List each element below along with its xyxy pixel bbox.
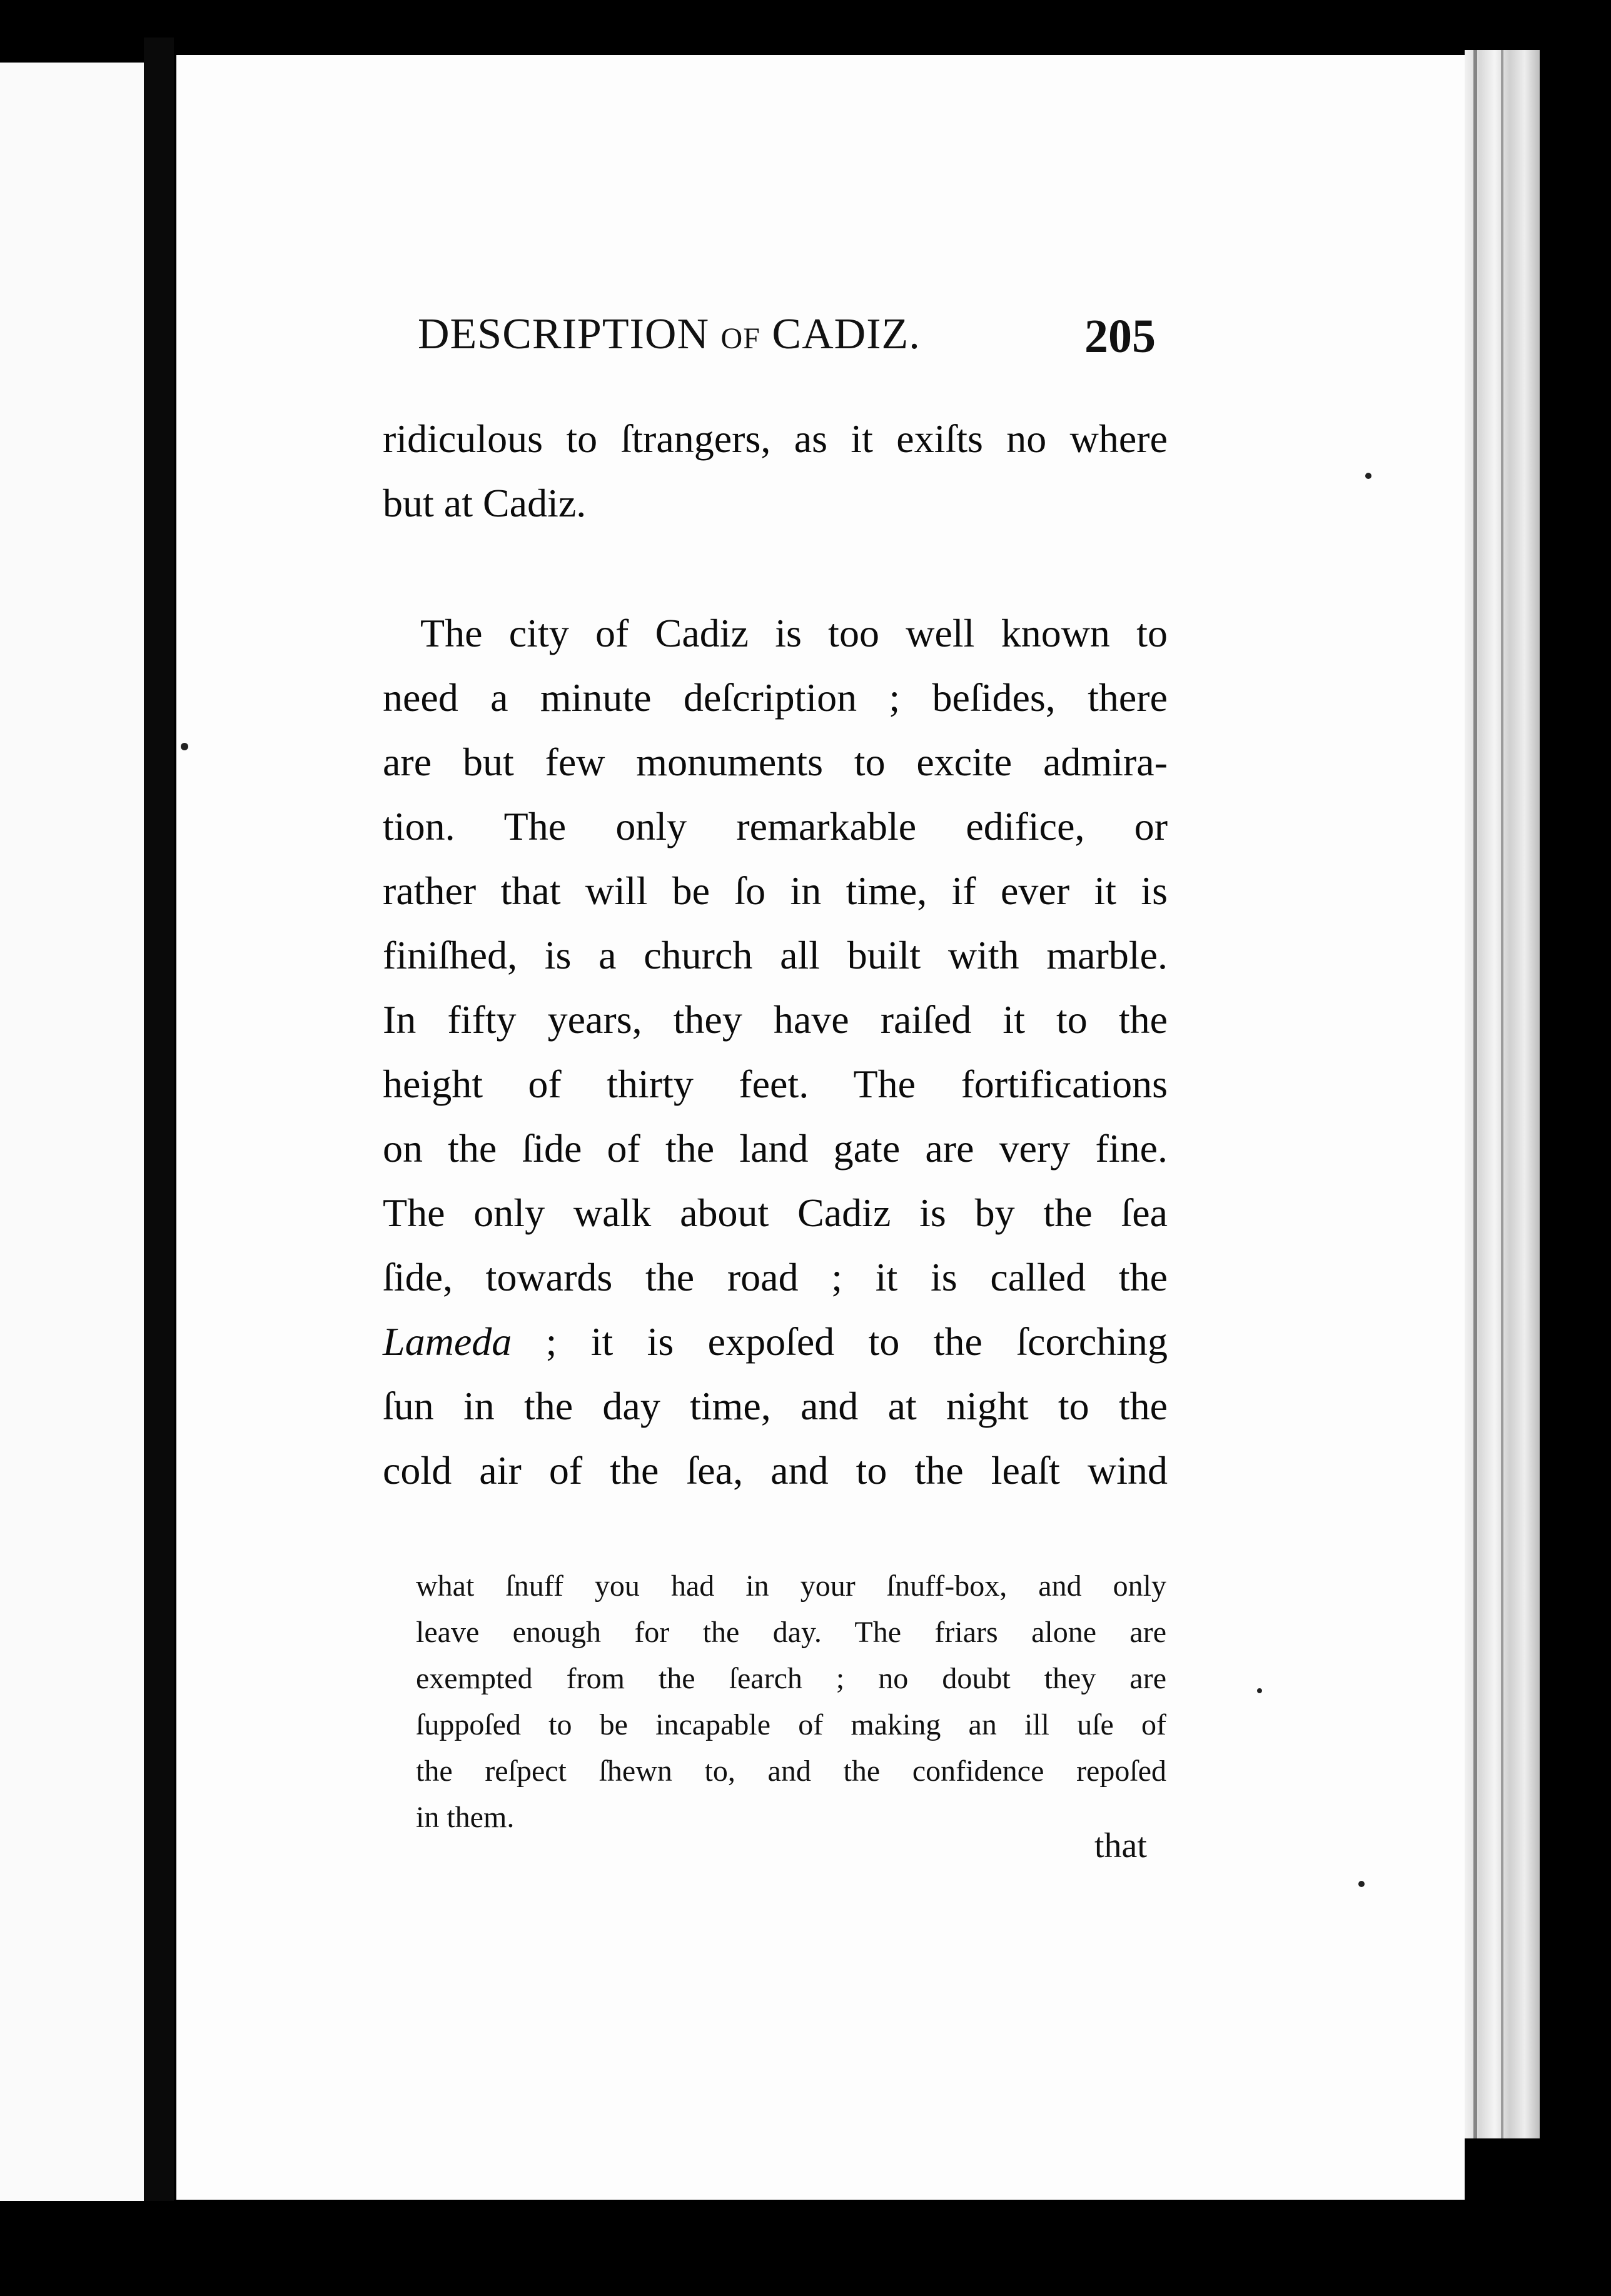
ink-speck bbox=[181, 743, 188, 750]
footnote-line: leave enough for the day. The friars alone are bbox=[416, 1616, 1166, 1649]
footnote-line: in them. bbox=[416, 1801, 515, 1834]
body-line: need a minute deſcription ; beſides, there bbox=[383, 675, 1168, 720]
running-head-title bbox=[418, 310, 921, 360]
body-line: The only walk about Cadiz is by the ſea bbox=[383, 1191, 1168, 1235]
running-head bbox=[418, 310, 1156, 366]
italic-word: Lameda bbox=[383, 1319, 512, 1364]
body-line-lameda bbox=[383, 1309, 1168, 1374]
body-line: ſun in the day time, and at night to the bbox=[383, 1384, 1168, 1428]
running-head-description: DESCRIPTION bbox=[418, 310, 710, 358]
body-line: on the ſide of the land gate are very fine. bbox=[383, 1126, 1168, 1171]
body-line: tion. The only remarkable edifice, or bbox=[383, 804, 1168, 848]
body-line: finiſhed, is a church all built with marble. bbox=[383, 933, 1168, 977]
body-line: In fifty years, they have raiſed it to the bbox=[383, 997, 1168, 1042]
body-line: ridiculous to ſtrangers, as it exiſts no where bbox=[383, 416, 1168, 461]
page-number: 205 bbox=[1084, 310, 1156, 363]
page-edges bbox=[1465, 50, 1540, 2138]
ink-speck bbox=[1257, 1688, 1262, 1693]
running-head-of: OF bbox=[720, 322, 760, 355]
body-line: height of thirty feet. The fortifications bbox=[383, 1062, 1168, 1106]
body-line: ſide, towards the road ; it is called the bbox=[383, 1255, 1168, 1299]
footnote-line: exempted from the ſearch ; no doubt they are bbox=[416, 1662, 1166, 1695]
body-text bbox=[383, 406, 1168, 1503]
catchword: that bbox=[1094, 1826, 1147, 1865]
body-line: The city of Cadiz is too well known to bbox=[420, 611, 1168, 655]
footnote-line: ſuppoſed to be incapable of making an ill uſe of bbox=[416, 1708, 1166, 1741]
ink-speck bbox=[1358, 1881, 1365, 1887]
ink-speck bbox=[1365, 473, 1371, 479]
book-gutter bbox=[144, 38, 174, 2201]
facing-page-edge bbox=[0, 63, 144, 2201]
lameda-rest: ; it is expoſed to the ſcorching bbox=[545, 1319, 1168, 1364]
body-line: are but few monuments to excite admira- bbox=[383, 740, 1168, 784]
running-head-place: CADIZ. bbox=[772, 310, 921, 358]
body-line: rather that will be ſo in time, if ever it is bbox=[383, 869, 1168, 913]
footnote bbox=[416, 1563, 1166, 1841]
footnote-line: the reſpect ſhewn to, and the confidence repoſed bbox=[416, 1755, 1166, 1788]
body-line: but at Cadiz. bbox=[383, 481, 587, 525]
footnote-line: what ſnuff you had in your ſnuff-box, and only bbox=[416, 1569, 1166, 1603]
body-line: cold air of the ſea, and to the leaſt wind bbox=[383, 1448, 1168, 1493]
